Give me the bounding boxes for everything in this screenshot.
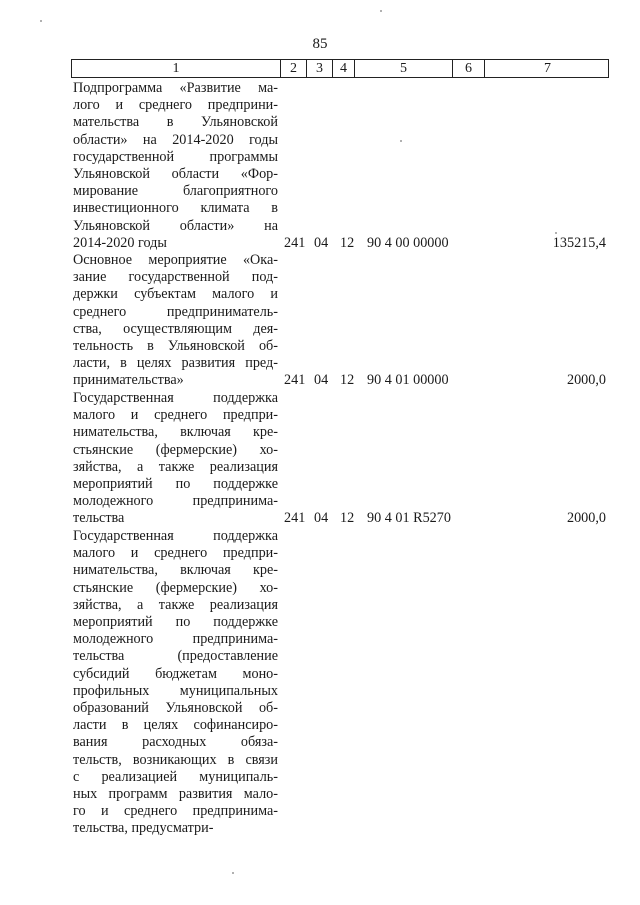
row-name-line: мательства в Ульяновской [73, 114, 278, 131]
row-name-line: ства, осуществляющим дея- [73, 320, 278, 337]
row-name-line: ласти в целях софинансиро- [73, 717, 278, 734]
row-name-line: нимательства, включая кре- [73, 562, 278, 579]
row-name-line: профильных муниципальных [73, 682, 278, 699]
row-name-line: 2014-2020 годы [73, 234, 167, 251]
row-grbs: 241 [284, 234, 306, 251]
header-col-grbs: 2 [281, 60, 307, 77]
row-name-line: Государственная поддержка [73, 390, 278, 406]
scan-speck [40, 20, 42, 22]
row-name-line: малого и среднего предпри- [73, 407, 278, 424]
row-name-line: области» на 2014-2020 годы [73, 131, 278, 148]
scan-speck [400, 140, 402, 142]
row-pr: 12 [340, 372, 355, 389]
header-col-name: 1 [72, 60, 281, 77]
row-name-line: мирование благоприятного [73, 183, 278, 200]
row-csr: 90 4 01 R5270 [367, 510, 451, 527]
row-name-line: мероприятий по поддержке [73, 476, 278, 493]
header-col-csr: 5 [355, 60, 453, 77]
row-grbs: 241 [284, 510, 306, 527]
row-pr: 12 [340, 234, 355, 251]
row-sum: 2000,0 [566, 372, 606, 389]
scan-speck [380, 10, 382, 12]
row-pr: 12 [340, 510, 355, 527]
row-sum: 135215,4 [552, 234, 606, 251]
row-name-line: ных программ развития мало- [73, 786, 278, 803]
row-name-line: государственной программы [73, 148, 278, 165]
row-rz: 04 [314, 510, 329, 527]
row-name-line: зание государственной под- [73, 269, 278, 286]
row-name-line: принимательства» [73, 372, 184, 389]
header-col-sum: 7 [544, 61, 551, 76]
row-name-line: зяйства, а также реализация [73, 596, 278, 613]
row-name-line: мероприятий по поддержке [73, 614, 278, 631]
row-name-line: тельств, возникающих в связи [73, 751, 278, 768]
row-name-line: ласти, в целях развития пред- [73, 355, 278, 372]
row-name-line: образований Ульяновской об- [73, 700, 278, 717]
row-grbs: 241 [284, 372, 306, 389]
row-name-line: стьянские (фермерские) хо- [73, 441, 278, 458]
row-name-line: субсидий бюджетам моно- [73, 665, 278, 682]
row-name-line: зяйства, а также реализация [73, 458, 278, 475]
row-csr: 90 4 01 00000 [367, 372, 449, 389]
row-name-line: среднего предприниматель- [73, 303, 278, 320]
row-name-line: го и среднего предпринима- [73, 803, 278, 820]
header-col-pr: 4 [333, 60, 355, 77]
scan-speck [232, 872, 234, 874]
row-name-line: Государственная поддержка [73, 528, 278, 544]
row-name [73, 252, 278, 390]
row-name-line: тельства [73, 510, 125, 527]
row-name-line: Ульяновской области» на [73, 217, 278, 234]
row-name-line: стьянские (фермерские) хо- [73, 579, 278, 596]
row-name-line: Основное мероприятие «Ока- [73, 252, 278, 268]
row-name [73, 390, 278, 528]
table-header-row [71, 59, 609, 78]
row-name-line: молодежного предпринима- [73, 493, 278, 510]
row-name-line: нимательства, включая кре- [73, 424, 278, 441]
row-name-line: лого и среднего предприни- [73, 97, 278, 114]
row-sum: 2000,0 [566, 510, 606, 527]
row-name-line: малого и среднего предпри- [73, 545, 278, 562]
row-rz: 04 [314, 234, 329, 251]
row-name-line: тельства (предоставление [73, 648, 278, 665]
page-number: 85 [312, 36, 328, 52]
row-name-line: Ульяновской области «Фор- [73, 166, 278, 183]
row-name-line: Подпрограмма «Развитие ма- [73, 80, 278, 96]
row-name-line: тельства, предусматри- [73, 820, 214, 837]
row-name-line: держки субъектам малого и [73, 286, 278, 303]
row-name [73, 528, 278, 838]
header-col-rz: 3 [307, 60, 333, 77]
row-name [73, 80, 278, 252]
header-col-vr: 6 [453, 60, 485, 77]
row-rz: 04 [314, 372, 329, 389]
scan-speck [555, 232, 557, 234]
row-name-line: молодежного предпринима- [73, 631, 278, 648]
row-name-line: тельность в Ульяновской об- [73, 338, 278, 355]
row-name-line: с реализацией муниципаль- [73, 768, 278, 785]
row-name-line: инвестиционного климата в [73, 200, 278, 217]
row-name-line: вания расходных обяза- [73, 734, 278, 751]
row-csr: 90 4 00 00000 [367, 234, 449, 251]
